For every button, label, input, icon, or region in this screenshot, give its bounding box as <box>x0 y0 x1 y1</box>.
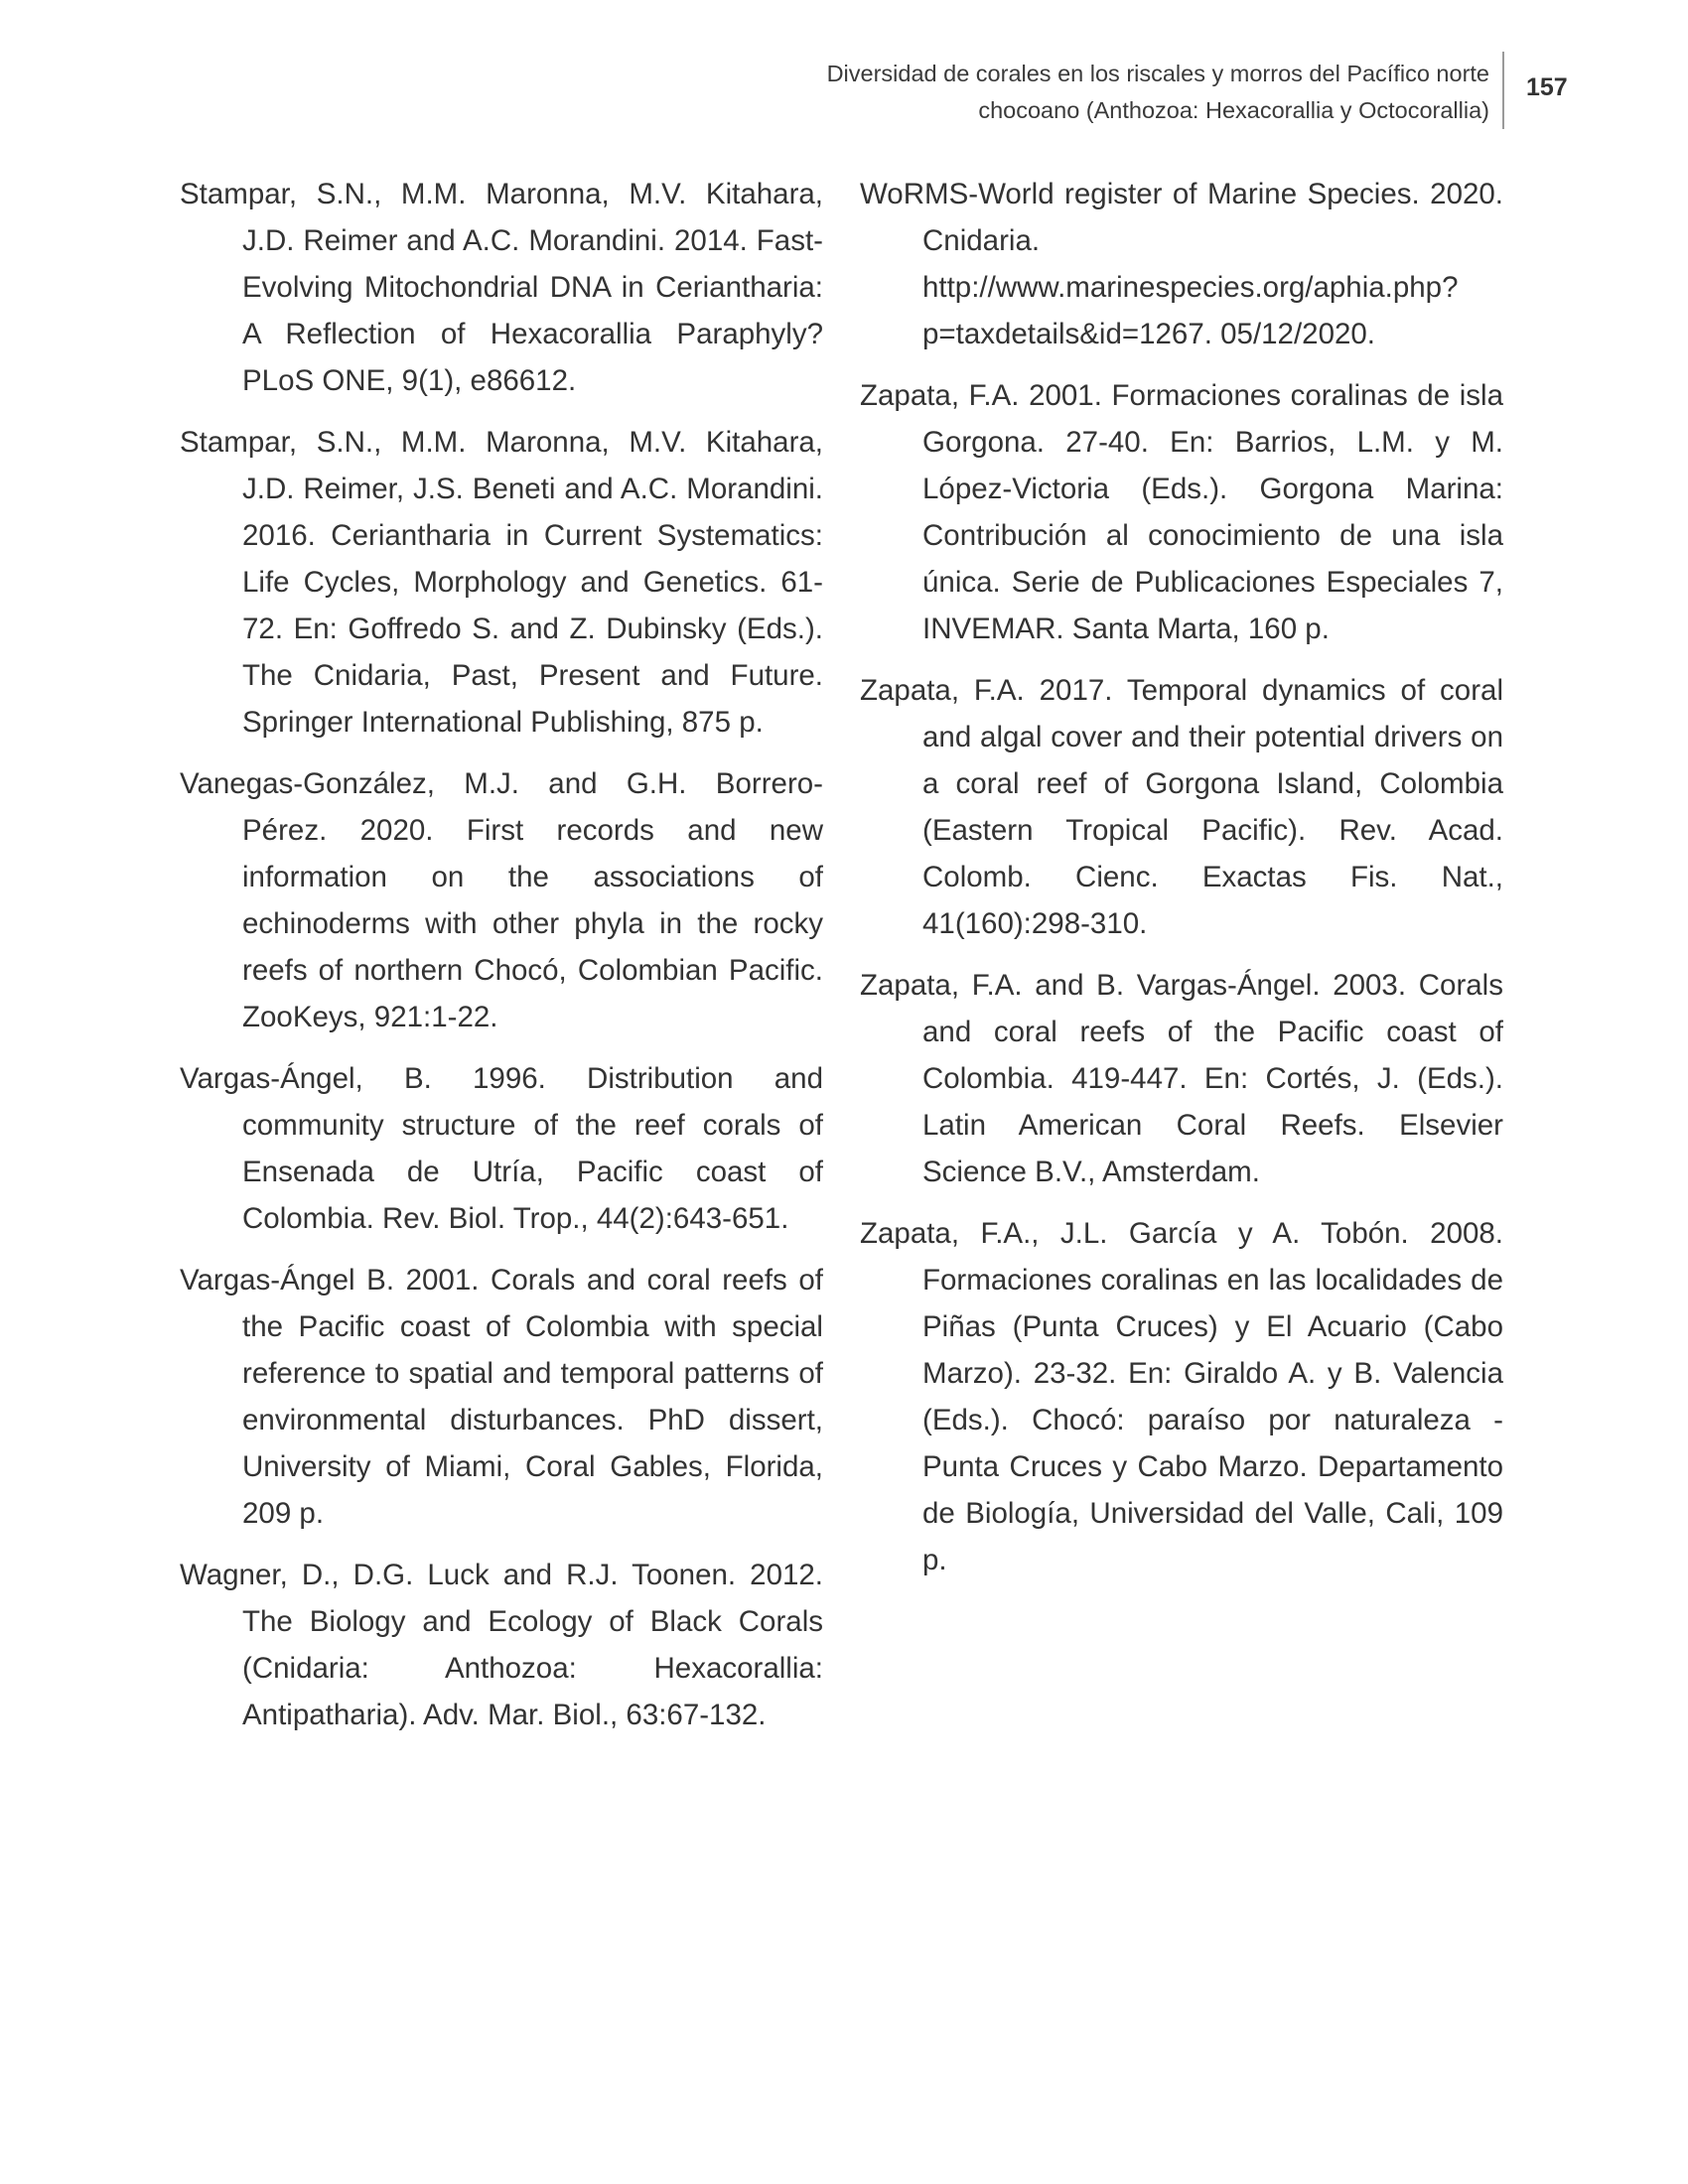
running-header-line-2: chocoano (Anthozoa: Hexacorallia y Octocorallia) <box>978 97 1489 123</box>
reference-entry: Zapata, F.A. 2017. Temporal dynamics of coral and algal cover and their potential drivers on a coral reef of Gorgona Island, Colombia (Eastern Tropical Pacific). Rev. Acad. Colomb. Cienc. Exactas Fis. Nat., 41(160):298-310. <box>860 674 1503 940</box>
running-header-line-1: Diversidad de corales en los riscales y morros del Pacífico norte <box>826 61 1489 86</box>
reference-entry: Stampar, S.N., M.M. Maronna, M.V. Kitahara, J.D. Reimer and A.C. Morandini. 2014. Fast-Evolving Mitochondrial DNA in Ceriantharia: A Reflection of Hexacorallia Paraphyly? PLoS ONE, 9(1), e86612. <box>180 178 823 397</box>
reference-entry: Zapata, F.A., J.L. García y A. Tobón. 2008. Formaciones coralinas en las localidades de Piñas (Punta Cruces) y El Acuario (Cabo Marzo). 23-32. En: Giraldo A. y B. Valencia (Eds.). Chocó: paraíso por naturaleza - Punta Cruces y Cabo Marzo. Departamento de Biología, Universidad del Valle, Cali, 109 p. <box>860 1217 1503 1576</box>
reference-entry: Vanegas-González, M.J. and G.H. Borrero-Pérez. 2020. First records and new information on the associations of echinoderms with other phyla in the rocky reefs of northern Chocó, Colombian Pacific. ZooKeys, 921:1-22. <box>180 767 823 1033</box>
reference-entry: Stampar, S.N., M.M. Maronna, M.V. Kitahara, J.D. Reimer, J.S. Beneti and A.C. Morandini. 2016. Ceriantharia in Current Systematics: Life Cycles, Morphology and Genetics. 61-72. En: Goffredo S. and Z. Dubinsky (Eds.). The Cnidaria, Past, Present and Future. Springer International Publishing, 875 p. <box>180 426 823 739</box>
page-number: 157 <box>1526 73 1568 101</box>
header-divider <box>1502 52 1504 129</box>
reference-entry: Vargas-Ángel B. 2001. Corals and coral reefs of the Pacific coast of Colombia with special reference to spatial and temporal patterns of environmental disturbances. PhD dissert, University of Miami, Coral Gables, Florida, 209 p. <box>180 1264 823 1530</box>
reference-entry: Wagner, D., D.G. Luck and R.J. Toonen. 2012. The Biology and Ecology of Black Corals (Cnidaria: Anthozoa: Hexacorallia: Antipatharia). Adv. Mar. Biol., 63:67-132. <box>180 1559 823 1731</box>
running-header <box>596 56 1489 129</box>
references-left-column <box>180 171 823 1753</box>
reference-entry: Zapata, F.A. and B. Vargas-Ángel. 2003. Corals and coral reefs of the Pacific coast of Colombia. 419-447. En: Cortés, J. (Eds.). Latin American Coral Reefs. Elsevier Science B.V., Amsterdam. <box>860 969 1503 1188</box>
reference-entry: Zapata, F.A. 2001. Formaciones coralinas de isla Gorgona. 27-40. En: Barrios, L.M. y M. López-Victoria (Eds.). Gorgona Marina: Contribución al conocimiento de una isla única. Serie de Publicaciones Especiales 7, INVEMAR. Santa Marta, 160 p. <box>860 379 1503 645</box>
reference-entry: Vargas-Ángel, B. 1996. Distribution and community structure of the reef corals of Ensenada de Utría, Pacific coast of Colombia. Rev. Biol. Trop., 44(2):643-651. <box>180 1062 823 1235</box>
references-right-column <box>860 171 1503 1598</box>
reference-entry: WoRMS-World register of Marine Species. 2020. Cnidaria. http://www.marinespecies.org/aphia.php?p=taxdetails&id=1267. 05/12/2020. <box>860 178 1503 350</box>
